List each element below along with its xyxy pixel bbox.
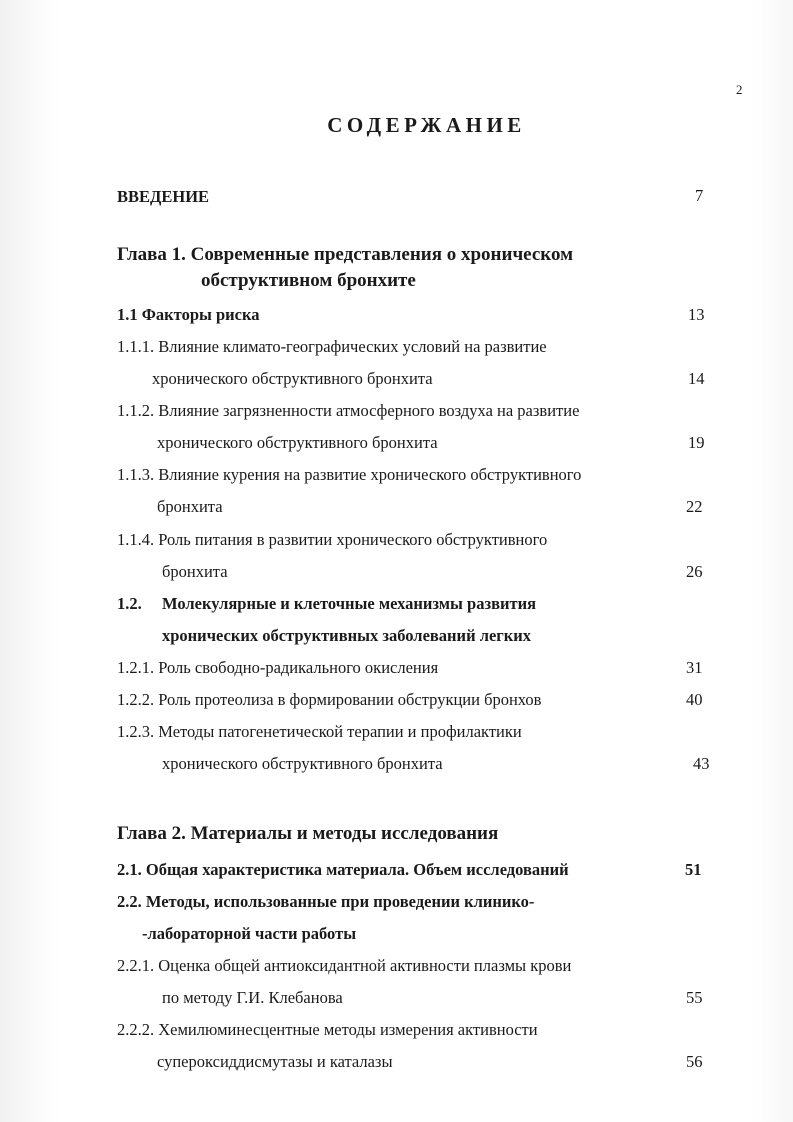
toc-2-1-label: 2.1. Общая характеристика материала. Объем исследований	[117, 860, 569, 879]
toc-1-1-1-line1: 1.1.1. Влияние климато-географических условий на развитие	[117, 337, 547, 356]
toc-1-1-4-line1: 1.1.4. Роль питания в развитии хронического обструктивного	[117, 530, 548, 549]
toc-1-1-2-line1: 1.1.2. Влияние загрязненности атмосферного воздуха на развитие	[117, 401, 580, 420]
toc-2-2-1-line2: по методу Г.И. Клебанова	[162, 988, 343, 1007]
chapter-2-title: Глава 2. Материалы и методы исследования	[117, 823, 499, 844]
toc-1-2-2-page: 40	[686, 690, 703, 709]
page-number: 2	[736, 82, 743, 97]
toc-1-1-2-line2: хронического обструктивного бронхита	[157, 433, 438, 452]
toc-1-2-1-page: 31	[686, 658, 703, 677]
toc-2-2-line2: -лабораторной части работы	[142, 924, 357, 943]
toc-1-2-3-line2: хронического обструктивного бронхита	[162, 754, 443, 773]
toc-intro-label: ВВЕДЕНИЕ	[117, 187, 210, 206]
toc-1-2-line1: Молекулярные и клеточные механизмы развития	[162, 594, 537, 613]
toc-1-1-page: 13	[688, 305, 705, 324]
page-title: СОДЕРЖАНИЕ	[327, 113, 526, 137]
toc-1-1-3-page: 22	[686, 497, 703, 516]
toc-2-2-2-page: 56	[686, 1052, 703, 1071]
toc-2-2-1-line1: 2.2.1. Оценка общей антиоксидантной активности плазмы крови	[117, 956, 572, 975]
toc-1-1-4-page: 26	[686, 562, 703, 581]
toc-1-1-4-line2: бронхита	[162, 562, 228, 581]
toc-1-2-1-label: 1.2.1. Роль свободно-радикального окисления	[117, 658, 439, 677]
toc-intro-page: 7	[695, 186, 704, 205]
toc-1-2-line2: хронических обструктивных заболеваний легких	[162, 626, 532, 645]
toc-2-2-1-page: 55	[686, 988, 703, 1007]
toc-1-2-2-label: 1.2.2. Роль протеолиза в формировании обструкции бронхов	[117, 690, 542, 709]
toc-1-1-3-line1: 1.1.3. Влияние курения на развитие хронического обструктивного	[117, 465, 582, 484]
toc-1-2-3-line1: 1.2.3. Методы патогенетической терапии и профилактики	[117, 722, 522, 741]
chapter-1-title-line1: Глава 1. Современные представления о хроническом	[117, 244, 574, 265]
toc-1-2-3-page: 43	[693, 754, 710, 773]
toc-2-2-2-line2: супероксиддисмутазы и каталазы	[157, 1052, 393, 1071]
chapter-1-title-line2: обструктивном бронхите	[201, 270, 416, 291]
toc-1-1-label: 1.1 Факторы риска	[117, 305, 260, 324]
toc-1-1-2-page: 19	[688, 433, 705, 452]
toc-2-1-page: 51	[685, 860, 702, 879]
toc-2-2-line1: 2.2. Методы, использованные при проведении клинико-	[117, 892, 535, 911]
toc-1-1-3-line2: бронхита	[157, 497, 223, 516]
toc-2-2-2-line1: 2.2.2. Хемилюминесцентные методы измерения активности	[117, 1020, 538, 1039]
toc-1-1-1-line2: хронического обструктивного бронхита	[152, 369, 433, 388]
toc-1-1-1-page: 14	[688, 369, 705, 388]
toc-1-2-number: 1.2.	[117, 594, 142, 613]
